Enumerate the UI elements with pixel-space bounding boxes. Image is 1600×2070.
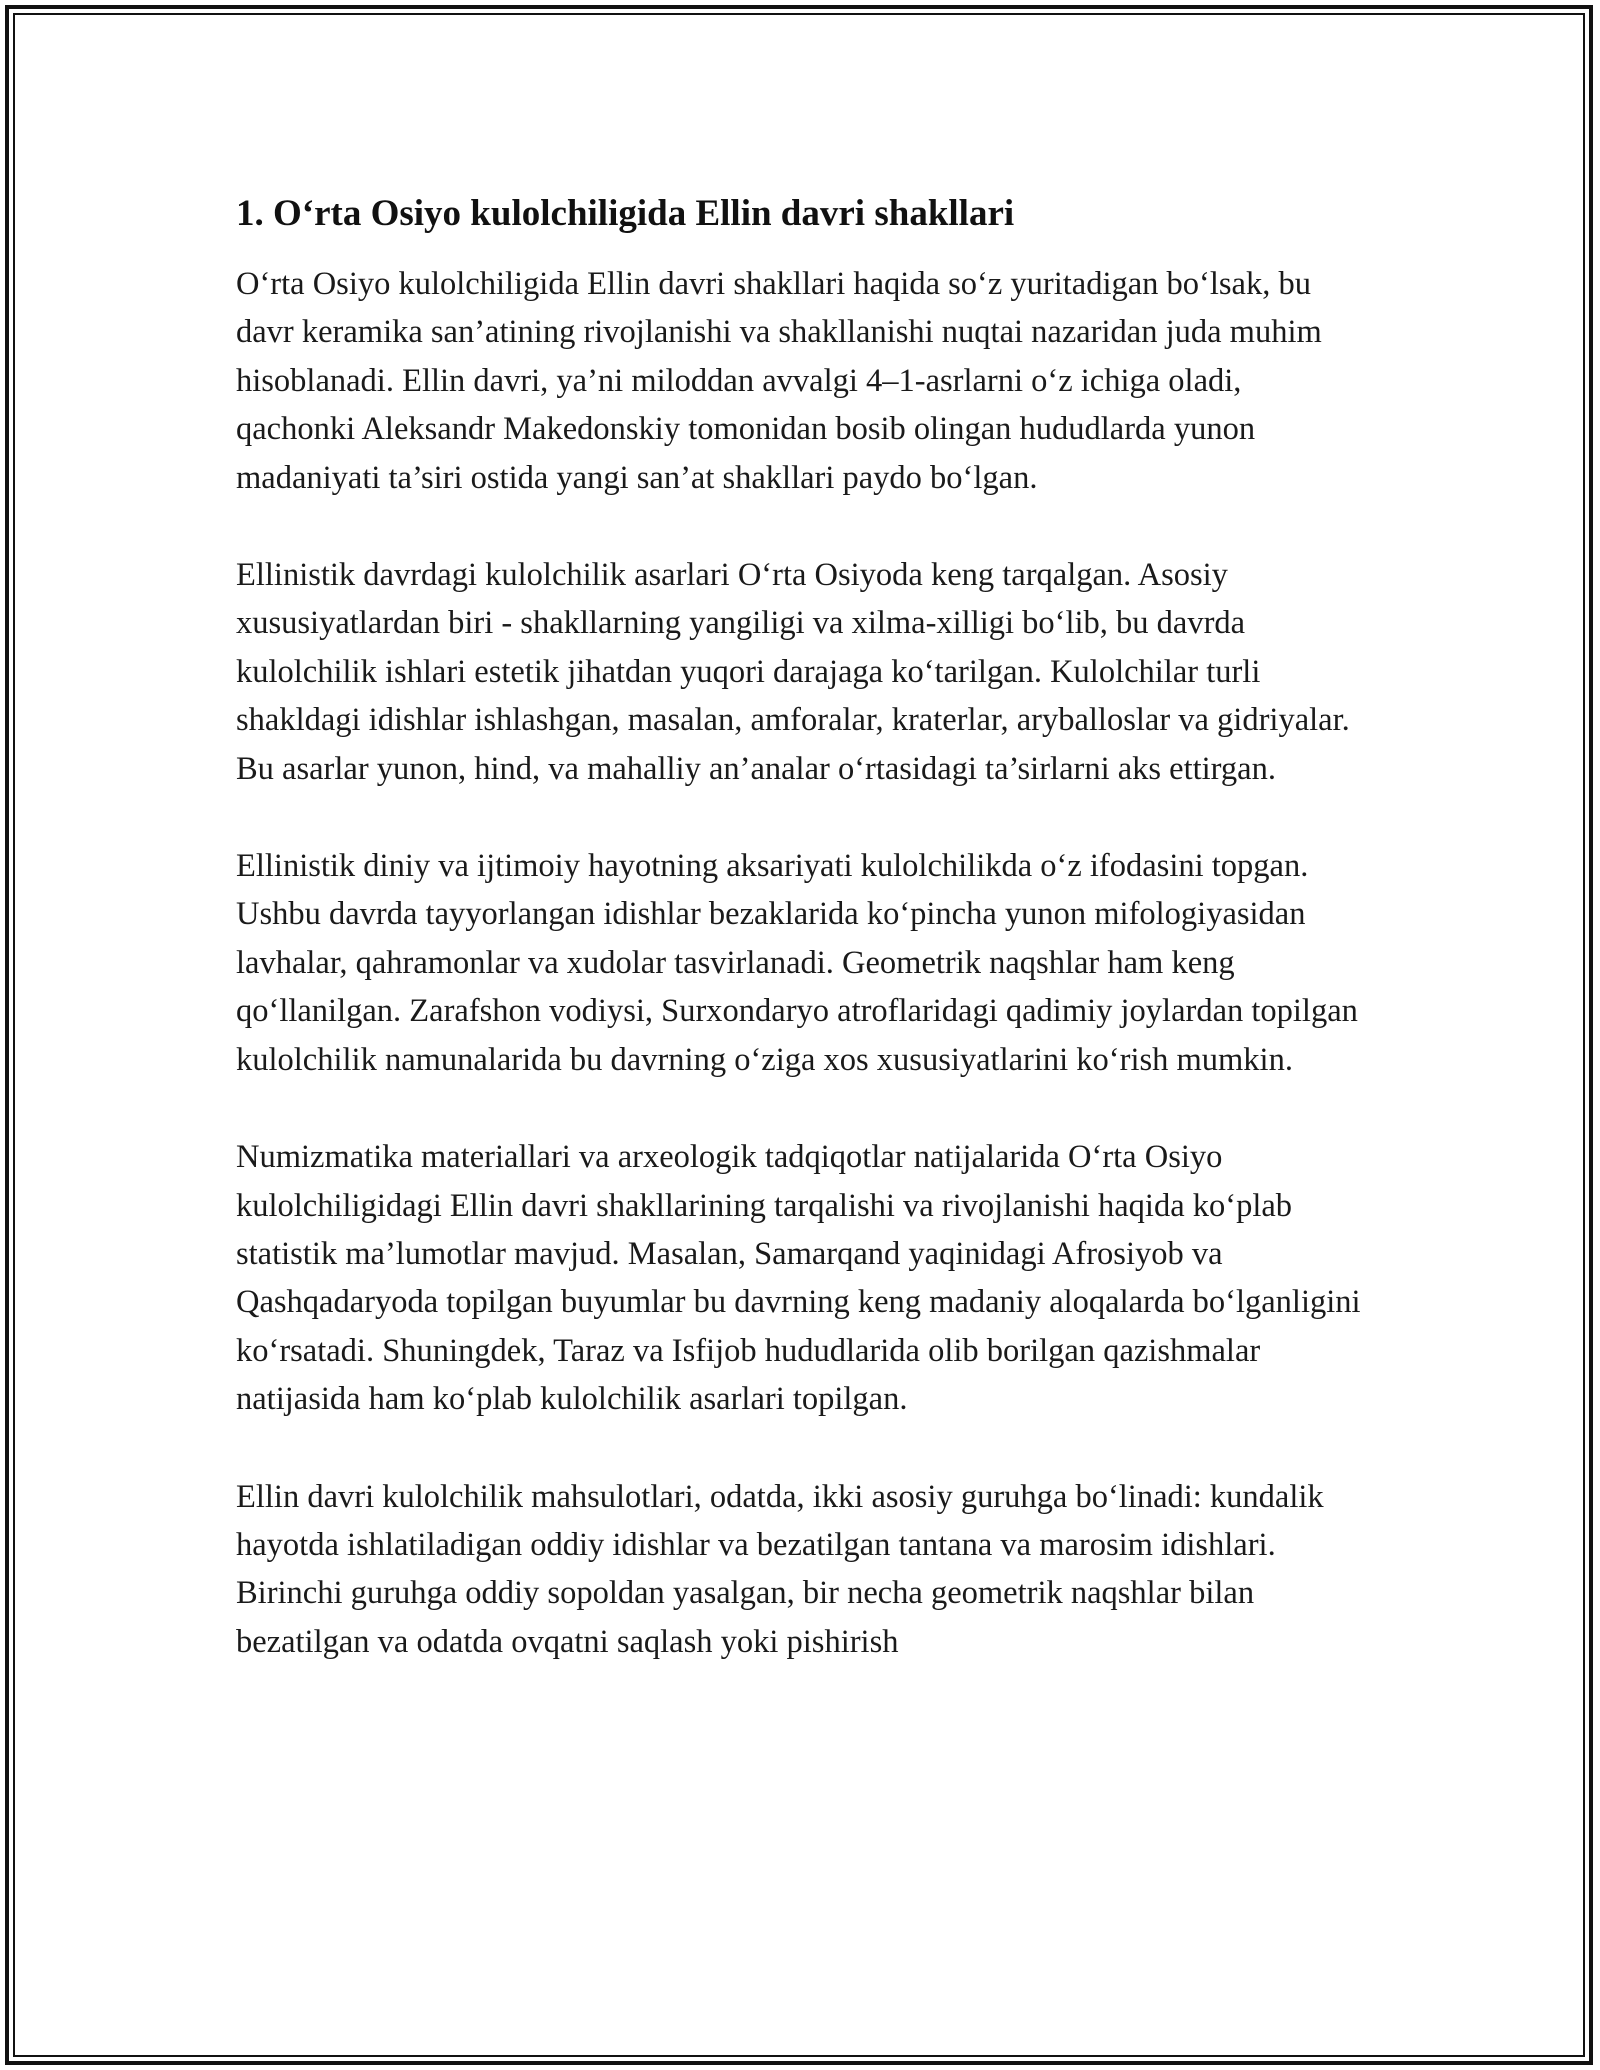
paragraph-5: Ellin davri kulolchilik mahsulotlari, odatda, ikki asosiy guruhga bo‘linadi: kundalik hayotda ishlatiladigan oddiy idishlar va bezatilgan tantana va marosim idishlari. Birinchi guruhga oddiy sopoldan yasalgan, bir necha geometrik naqshlar bilan bezatilgan va odatda ovqatni saqlash yoki pishirish <box>236 1478 1324 1660</box>
paragraph-1: O‘rta Osiyo kulolchiligida Ellin davri shakllari haqida so‘z yuritadigan bo‘lsak, bu davr keramika san’atining rivojlanishi va shakllanishi nuqtai nazaridan juda muhim hisoblanadi. Ellin davri, ya’ni miloddan avvalgi 4–1-asrlarni o‘z ichiga oladi, qachonki Aleksandr Makedonskiy tomonidan bosib olingan hududlarda yunon madaniyati ta’siri ostida yangi san’at shakllari paydo bo‘lgan. <box>236 266 1322 496</box>
paragraph-3: Ellinistik diniy va ijtimoiy hayotning aksariyati kulolchilikda o‘z ifodasini topgan. Ushbu davrda tayyorlangan idishlar bezaklarida ko‘pincha yunon mifologiyasidan lavhalar, qahramonlar va xudolar tasvirlanadi. Geometrik naqshlar ham keng qo‘llanilgan. Zarafshon vodiysi, Surxondaryo atroflaridagi qadimiy joylardan topilgan kulolchilik namunalarida bu davrning o‘ziga xos xususiyatlarini ko‘rish mumkin. <box>236 848 1358 1078</box>
paragraph-4: Numizmatika materiallari va arxeologik tadqiqotlar natijalarida O‘rta Osiyo kulolchiligidagi Ellin davri shakllarining tarqalishi va rivojlanishi haqida ko‘plab statistik ma’lumotlar mavjud. Masalan, Samarqand yaqinidagi Afrosiyob va Qashqadaryoda topilgan buyumlar bu davrning keng madaniy aloqalarda bo‘lganligini ko‘rsatadi. Shuningdek, Taraz va Isfijob hududlarida olib borilgan qazishmalar natijasida ham ko‘plab kulolchilik asarlari topilgan. <box>236 1139 1361 1418</box>
section-heading: 1. O‘rta Osiyo kulolchiligida Ellin davri shakllari <box>236 193 1015 234</box>
paragraph-2: Ellinistik davrdagi kulolchilik asarlari O‘rta Osiyoda keng tarqalgan. Asosiy xususiyatlardan biri - shakllarning yangiligi va xilma-xilligi bo‘lib, bu davrda kulolchilik ishlari estetik jihatdan yuqori darajaga ko‘tarilgan. Kulolchilar turli shakldagi idishlar ishlashgan, masalan, amforalar, kraterlar, aryballoslar va gidriyalar. Bu asarlar yunon, hind, va mahalliy an’analar o‘rtasidagi ta’sirlarni aks ettirgan. <box>236 557 1350 787</box>
document-body <box>236 190 1366 1666</box>
